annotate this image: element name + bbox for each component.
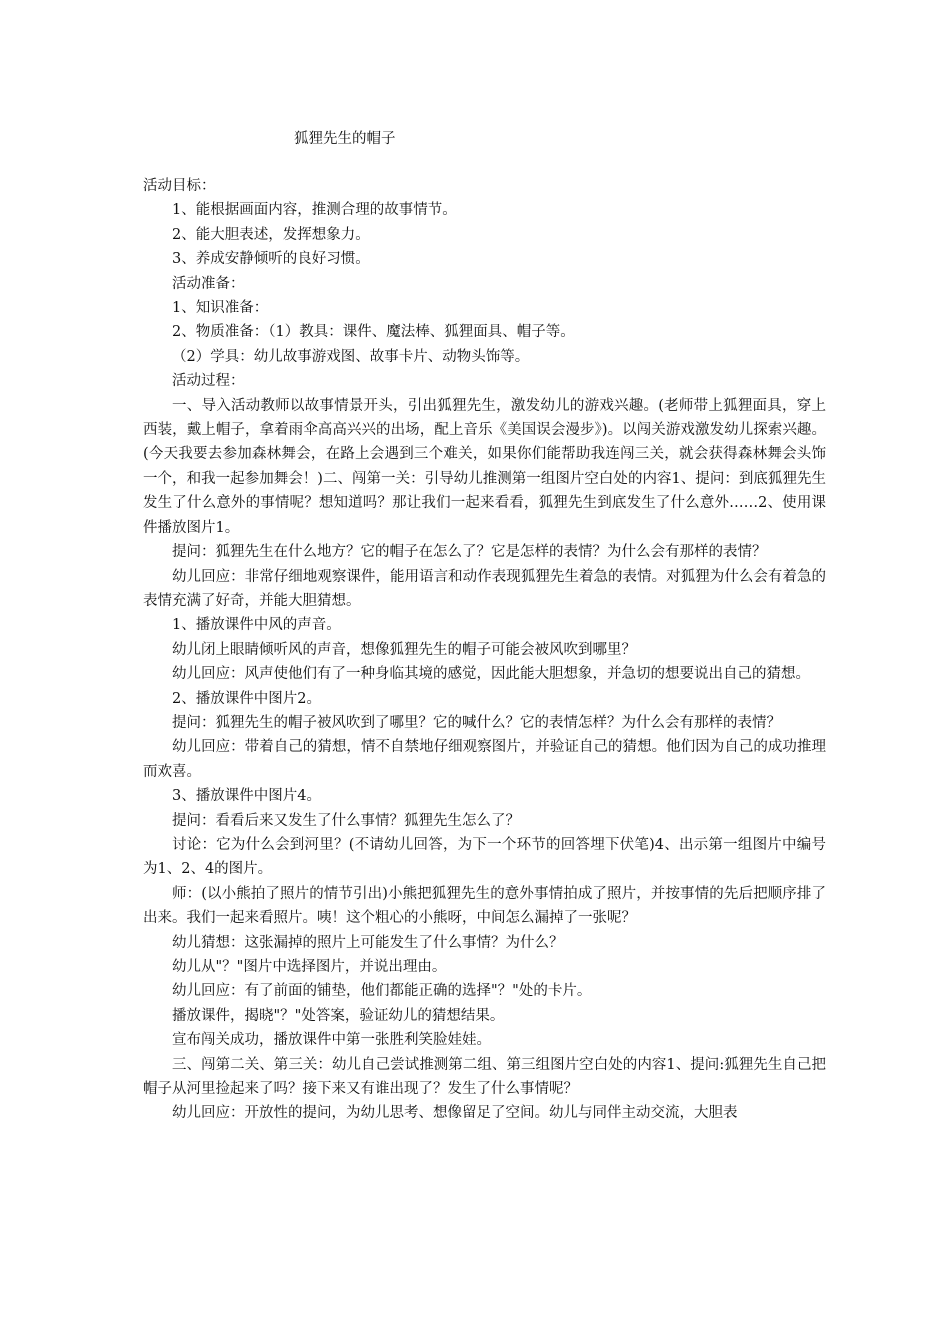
- paragraph: 幼儿闭上眼睛倾听风的声音，想像狐狸先生的帽子可能会被风吹到哪里？: [172, 641, 636, 658]
- paragraph: 3、播放课件中图片4。: [172, 788, 321, 805]
- paragraph: 一、导入活动教师以故事情景开头，引出狐狸先生，激发幼儿的游戏兴趣。(老师带上狐狸面具，穿上西装，戴上帽子，拿着雨伞高高兴兴的出场，配上音乐《美国误会漫步》)。以闯关游戏激发幼儿探索兴趣。(今天我要去参加森林舞会，在路上会遇到三个难关，如果你们能帮助我连闯三关，就会获得森林舞会头饰一个，和我一起参加舞会！)二、闯第一关：引导幼儿推测第一组图片空白处的内容1、提问：到底狐狸先生发生了什么意外的事情呢？想知道吗？那让我们一起来看看，狐狸先生到底发生了什么意外……2、使用课件播放图片1。: [143, 397, 826, 536]
- paragraph: 活动目标：: [143, 178, 216, 194]
- paragraph: 活动准备：: [172, 275, 245, 292]
- paragraph: 1、播放课件中风的声音。: [172, 617, 341, 634]
- paragraph: （2）学具：幼儿故事游戏图、故事卡片、动物头饰等。: [172, 348, 530, 365]
- paragraph: 1、知识准备：: [172, 300, 269, 317]
- paragraph: 提问：狐狸先生在什么地方？它的帽子在怎么了？它是怎样的表情？为什么会有那样的表情？: [172, 544, 767, 561]
- document-title: 狐狸先生的帽子: [294, 131, 396, 147]
- paragraph: 提问：狐狸先生的帽子被风吹到了哪里？它的喊什么？它的表情怎样？为什么会有那样的表情？: [172, 714, 781, 731]
- paragraph: 幼儿回应：开放性的提问，为幼儿思考、想像留足了空间。幼儿与同伴主动交流，大胆表: [172, 1105, 738, 1122]
- paragraph: 幼儿猜想：这张漏掉的照片上可能发生了什么事情？为什么？: [172, 934, 564, 951]
- document-body: [143, 174, 826, 1126]
- paragraph: 1、能根据画面内容，推测合理的故事情节。: [172, 202, 457, 219]
- paragraph: 幼儿回应：带着自己的猜想，情不自禁地仔细观察图片，并验证自己的猜想。他们因为自己的成功推理而欢喜。: [143, 739, 826, 780]
- paragraph: 活动过程：: [172, 373, 245, 390]
- paragraph: 三、闯第二关、第三关：幼儿自己尝试推测第二组、第三组图片空白处的内容1、提问:狐狸先生自己把帽子从河里捡起来了吗？接下来又有谁出现了？发生了什么事情呢？: [143, 1056, 826, 1098]
- paragraph: 幼儿回应：有了前面的铺垫，他们都能正确的选择"？"处的卡片。: [172, 983, 592, 1000]
- paragraph: 宣布闯关成功，播放课件中第一张胜利笑脸娃娃。: [172, 1032, 491, 1049]
- paragraph: 播放课件，揭晓"？"处答案，验证幼儿的猜想结果。: [172, 1007, 505, 1024]
- paragraph: 幼儿回应：非常仔细地观察课件，能用语言和动作表现狐狸先生着急的表情。对狐狸为什么会有着急的表情充满了好奇，并能大胆猜想。: [143, 568, 826, 609]
- paragraph: 2、物质准备：（1）教具：课件、魔法棒、狐狸面具、帽子等。: [172, 324, 575, 341]
- paragraph: 师：(以小熊拍了照片的情节引出)小熊把狐狸先生的意外事情拍成了照片，并按事情的先后把顺序排了出来。我们一起来看照片。咦！这个粗心的小熊呀，中间怎么漏掉了一张呢？: [143, 885, 826, 927]
- paragraph: 幼儿回应：风声使他们有了一种身临其境的感觉，因此能大胆想象，并急切的想要说出自己的猜想。: [172, 666, 810, 683]
- paragraph: 幼儿从"？"图片中选择图片，并说出理由。: [172, 959, 447, 975]
- paragraph: 3、养成安静倾听的良好习惯。: [172, 251, 370, 268]
- paragraph: 提问：看看后来又发生了什么事情？狐狸先生怎么了？: [172, 812, 520, 829]
- paragraph: 2、播放课件中图片2。: [172, 690, 321, 707]
- paragraph: 2、能大胆表述，发挥想象力。: [172, 226, 370, 243]
- paragraph: 讨论：它为什么会到河里？(不请幼儿回答，为下一个环节的回答埋下伏笔)4、出示第一组图片中编号为1、2、4的图片。: [143, 836, 826, 878]
